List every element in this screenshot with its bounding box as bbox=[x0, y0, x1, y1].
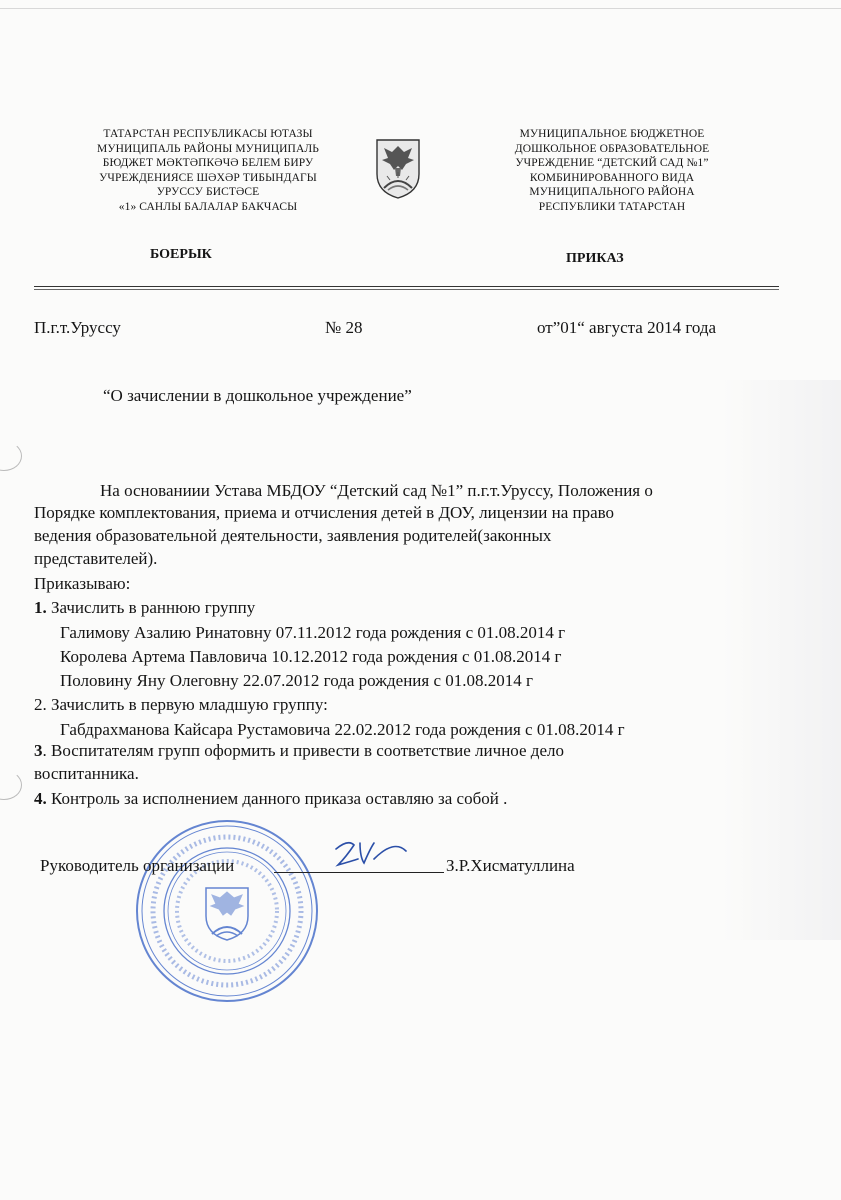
header-left-line: «1» САНЛЫ БАЛАЛАР БАКЧАСЫ bbox=[118, 200, 298, 213]
handwritten-signature bbox=[330, 835, 410, 875]
order-number: № 28 bbox=[325, 318, 363, 337]
header-left-line: УЧРЕЖДЕНИЯСЕ ШӘХӘР ТИБЫНДАГЫ bbox=[99, 171, 317, 184]
header-left-line: БЮДЖЕТ МӘКТӘПКӘЧӘ БЕЛЕМ БИРУ bbox=[102, 157, 314, 170]
doc-type-tatar: БОЕРЫК bbox=[150, 247, 212, 262]
item-number: 4. bbox=[34, 789, 47, 808]
header-left-tatar bbox=[70, 127, 346, 215]
signatory-name: З.Р.Хисматуллина bbox=[446, 856, 575, 875]
item-3 bbox=[34, 741, 564, 761]
header-divider bbox=[34, 286, 779, 287]
scan-shade bbox=[721, 380, 841, 940]
item-text: . Воспитателям групп оформить и привести в соответствие личное дело bbox=[42, 741, 564, 760]
order-date: от”01“ августа 2014 года bbox=[537, 318, 717, 337]
preamble-line: представителей). bbox=[34, 549, 158, 568]
item-text: Контроль за исполнением данного приказа оставляю за собой . bbox=[46, 789, 508, 808]
header-left-line: УРУССУ БИСТӘСЕ bbox=[156, 186, 260, 199]
order-subject: “О зачислении в дошкольное учреждение” bbox=[103, 386, 412, 405]
signatory-position: Руководитель организации bbox=[40, 856, 235, 875]
page-edge bbox=[0, 8, 841, 9]
header-right-line: МУНИЦИПАЛЬНОГО РАЙОНА bbox=[529, 186, 695, 199]
item-4 bbox=[34, 789, 507, 809]
child-entry: Габдрахманова Кайсара Рустамовича 22.02.2012 года рождения с 01.08.2014 г bbox=[60, 720, 625, 739]
header-right-line: МУНИЦИПАЛЬНОЕ БЮДЖЕТНОЕ bbox=[519, 128, 705, 140]
punch-hole-mark bbox=[0, 441, 22, 471]
header-right-line: КОМБИНИРОВАННОГО ВИДА bbox=[529, 171, 695, 184]
preamble-line: ведения образовательной деятельности, заявления родителей(законных bbox=[34, 526, 552, 545]
punch-hole-mark bbox=[0, 770, 22, 800]
child-entry: Королева Артема Павловича 10.12.2012 года рождения с 01.08.2014 г bbox=[60, 647, 562, 666]
preamble-line: Порядке комплектования, приема и отчисления детей в ДОУ, лицензии на право bbox=[34, 503, 615, 522]
header-left-line: МУНИЦИПАЛЬ РАЙОНЫ МУНИЦИПАЛЬ bbox=[97, 142, 319, 155]
header-divider bbox=[34, 289, 779, 290]
header-right-line: РЕСПУБЛИКИ ТАТАРСТАН bbox=[538, 200, 686, 213]
coat-of-arms-emblem bbox=[374, 138, 422, 200]
item-3-continuation: воспитанника. bbox=[34, 764, 139, 783]
header-right-line: УЧРЕЖДЕНИЕ “ДЕТСКИЙ САД №1” bbox=[515, 157, 709, 170]
official-stamp bbox=[132, 816, 322, 1006]
item-number: 1. bbox=[34, 598, 47, 617]
header-left-line: ТАТАРСТАН РЕСПУБЛИКАСЫ ЮТАЗЫ bbox=[103, 128, 313, 140]
place: П.г.т.Уруссу bbox=[34, 318, 121, 337]
preamble-line: На основаниии Устава МБДОУ “Детский сад №1” п.г.т.Уруссу, Положения о bbox=[100, 481, 653, 500]
child-entry: Половину Яну Олеговну 22.07.2012 года рождения с 01.08.2014 г bbox=[60, 671, 533, 690]
child-entry: Галимову Азалию Ринатовну 07.11.2012 года рождения с 01.08.2014 г bbox=[60, 623, 566, 642]
item-1 bbox=[34, 598, 255, 618]
doc-type-russian: ПРИКАЗ bbox=[566, 251, 624, 266]
signature-line bbox=[274, 872, 444, 873]
order-word: Приказываю: bbox=[34, 574, 131, 593]
header-right-russian bbox=[486, 127, 738, 215]
item-text: Зачислить в раннюю группу bbox=[46, 598, 256, 617]
header-right-line: ДОШКОЛЬНОЕ ОБРАЗОВАТЕЛЬНОЕ bbox=[514, 142, 710, 155]
item-2: 2. Зачислить в первую младшую группу: bbox=[34, 695, 328, 714]
item-number: 3 bbox=[34, 741, 43, 760]
